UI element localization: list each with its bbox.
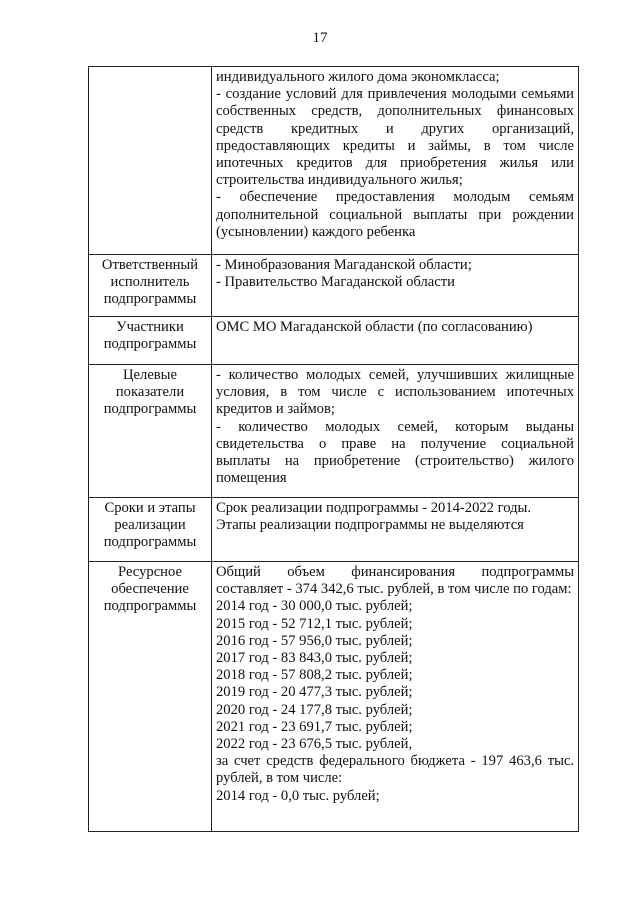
table-row bbox=[89, 562, 579, 832]
row-content bbox=[212, 498, 579, 562]
row-label: Участники подпрограммы bbox=[89, 317, 212, 365]
table-row bbox=[89, 317, 579, 365]
row-content bbox=[212, 562, 579, 832]
content-line: Этапы реализации подпрограммы не выделяются bbox=[216, 517, 524, 534]
row-content bbox=[212, 67, 579, 255]
content-line: - создание условий для привлечения молодыми семьями собственных средств, дополнительных финансовых средств кредитных и других организаций, предоставляющих кредиты и займы, в том числе ипотечных кредитов для приобретения жилья или строительства индивидуального жилья; bbox=[216, 86, 574, 189]
content-line: индивидуального жилого дома экономкласса; bbox=[216, 69, 500, 85]
content-line: Срок реализации подпрограммы - 2014-2022 годы. bbox=[216, 500, 532, 516]
subprogram-passport-table bbox=[88, 66, 579, 832]
content-line: ОМС МО Магаданской области (по согласованию) bbox=[216, 319, 533, 335]
page-number: 17 bbox=[312, 30, 328, 46]
row-content bbox=[212, 255, 579, 317]
content-line: - количество молодых семей, которым выданы свидетельства о праве на получение социальной выплаты на приобретение (строительство) жилого помещения bbox=[216, 418, 574, 487]
content-line: - Минобразования Магаданской области; bbox=[216, 257, 472, 273]
content-line: 2015 год - 52 712,1 тыс. рублей; bbox=[216, 615, 413, 632]
table-row bbox=[89, 498, 579, 562]
content-line: 2016 год - 57 956,0 тыс. рублей; bbox=[216, 632, 413, 649]
row-label: Ответственный исполнитель подпрограммы bbox=[89, 255, 212, 317]
content-line: - Правительство Магаданской области bbox=[216, 274, 455, 291]
content-line: 2017 год - 83 843,0 тыс. рублей; bbox=[216, 650, 413, 667]
content-line: 2014 год - 30 000,0 тыс. рублей; bbox=[216, 598, 413, 615]
content-line: 2014 год - 0,0 тыс. рублей; bbox=[216, 787, 380, 804]
content-line: 2018 год - 57 808,2 тыс. рублей; bbox=[216, 667, 413, 684]
table-row bbox=[89, 365, 579, 498]
content-line: 2019 год - 20 477,3 тыс. рублей; bbox=[216, 684, 413, 701]
row-label: Сроки и этапы реализации подпрограммы bbox=[89, 498, 212, 562]
row-label: Целевые показатели подпрограммы bbox=[89, 365, 212, 498]
row-label bbox=[89, 67, 212, 255]
content-line: - обеспечение предоставления молодым семьям дополнительной социальной выплаты при рождении (усыновлении) каждого ребенка bbox=[216, 189, 574, 240]
content-line: 2021 год - 23 691,7 тыс. рублей; bbox=[216, 718, 413, 735]
table-row bbox=[89, 255, 579, 317]
content-line: - количество молодых семей, улучшивших жилищные условия, в том числе с использованием ипотечных кредитов и займов; bbox=[216, 367, 574, 418]
content-line: Общий объем финансирования подпрограммы составляет - 374 342,6 тыс. рублей, в том числе по годам: bbox=[216, 564, 574, 598]
content-line: 2020 год - 24 177,8 тыс. рублей; bbox=[216, 701, 413, 718]
row-label: Ресурсное обеспечение подпрограммы bbox=[89, 562, 212, 832]
row-content bbox=[212, 365, 579, 498]
content-line: за счет средств федерального бюджета - 197 463,6 тыс. рублей, в том числе: bbox=[216, 753, 574, 787]
row-content bbox=[212, 317, 579, 365]
table-row bbox=[89, 67, 579, 255]
content-line: 2022 год - 23 676,5 тыс. рублей, bbox=[216, 736, 413, 753]
